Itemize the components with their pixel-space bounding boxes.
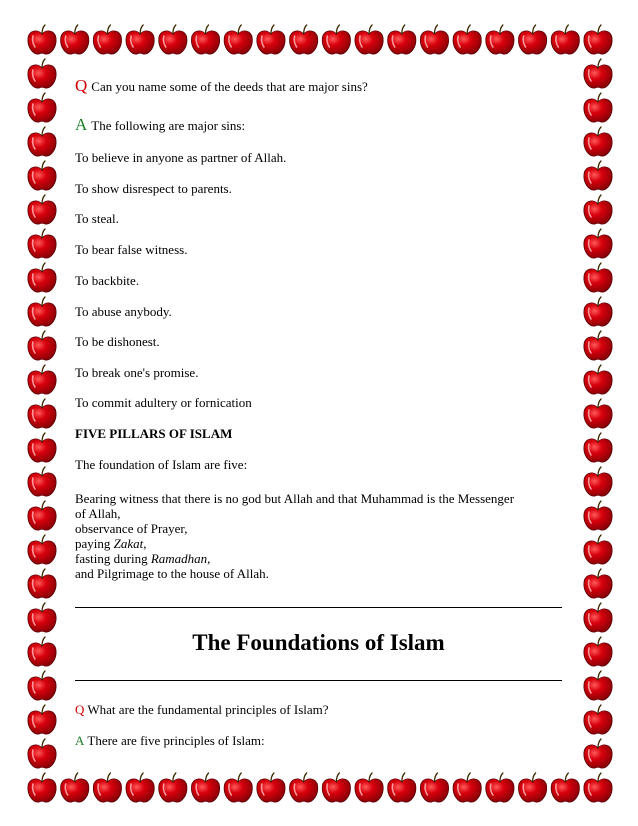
sin-item: To abuse anybody. <box>75 304 172 319</box>
red-apple-icon <box>584 739 612 768</box>
red-apple-icon <box>28 433 56 462</box>
red-apple-icon <box>584 637 612 666</box>
sin-item: To show disrespect to parents. <box>75 181 232 196</box>
red-apple-icon <box>191 25 219 54</box>
red-apple-icon <box>518 25 546 54</box>
pillar-line: and Pilgrimage to the house of Allah. <box>75 566 269 581</box>
red-apple-icon <box>322 25 350 54</box>
pillar-italic-term: Ramadhan <box>150 551 208 566</box>
red-apple-icon <box>28 229 56 258</box>
red-apple-icon <box>290 25 318 54</box>
red-apple-icon <box>159 25 187 54</box>
red-apple-icon <box>28 671 56 700</box>
red-apple-icon <box>191 773 219 802</box>
sin-item: To backbite. <box>75 273 140 288</box>
sin-item: To break one's promise. <box>75 365 199 380</box>
red-apple-icon <box>61 25 89 54</box>
red-apple-icon <box>388 25 416 54</box>
red-apple-icon <box>257 773 285 802</box>
red-apple-icon <box>28 297 56 326</box>
sin-item: To steal. <box>75 211 119 226</box>
red-apple-icon <box>224 773 252 802</box>
sin-item: To be dishonest. <box>75 334 160 349</box>
pillar-line: observance of Prayer, <box>75 521 188 536</box>
answer-marker: A <box>75 733 85 748</box>
red-apple-icon <box>584 671 612 700</box>
red-apple-icon <box>28 25 56 54</box>
pillar-italic-term: Zakat <box>113 536 144 551</box>
red-apple-icon <box>584 127 612 156</box>
red-apple-icon <box>551 25 579 54</box>
red-apple-icon <box>355 25 383 54</box>
red-apple-icon <box>28 365 56 394</box>
red-apple-icon <box>584 195 612 224</box>
red-apple-icon <box>28 603 56 632</box>
red-apple-icon <box>584 399 612 428</box>
red-apple-icon <box>28 263 56 292</box>
red-apple-icon <box>224 25 252 54</box>
pillar-text: , <box>143 536 147 551</box>
red-apple-icon <box>584 59 612 88</box>
red-apple-icon <box>584 501 612 530</box>
answer-marker: A <box>75 115 88 134</box>
red-apple-icon <box>453 773 481 802</box>
sin-item: To commit adultery or fornication <box>75 395 252 410</box>
red-apple-icon <box>28 501 56 530</box>
red-apple-icon <box>584 93 612 122</box>
question-1 <box>75 78 368 95</box>
red-apple-icon <box>584 773 612 802</box>
question-marker: Q <box>75 702 85 717</box>
red-apple-icon <box>584 705 612 734</box>
red-apple-icon <box>584 433 612 462</box>
answer-text: The following are major sins: <box>91 118 246 133</box>
pillars-list <box>75 491 567 581</box>
red-apple-icon <box>584 467 612 496</box>
red-apple-icon <box>28 399 56 428</box>
red-apple-icon <box>584 331 612 360</box>
red-apple-icon <box>28 637 56 666</box>
red-apple-icon <box>322 773 350 802</box>
pillar-line <box>75 536 567 551</box>
red-apple-icon <box>388 773 416 802</box>
pillar-text: paying <box>75 536 114 551</box>
red-apple-icon <box>584 229 612 258</box>
pillar-line <box>75 551 567 566</box>
red-apple-icon <box>584 297 612 326</box>
red-apple-icon <box>584 569 612 598</box>
pillar-text: , <box>207 551 211 566</box>
red-apple-icon <box>584 603 612 632</box>
answer-1 <box>75 117 245 134</box>
answer-2 <box>75 733 265 749</box>
red-apple-icon <box>420 773 448 802</box>
red-apple-icon <box>290 773 318 802</box>
pillar-line: of Allah, <box>75 506 121 521</box>
red-apple-icon <box>28 739 56 768</box>
red-apple-icon <box>355 773 383 802</box>
red-apple-icon <box>584 263 612 292</box>
pillar-line: Bearing witness that there is no god but Allah and that Muhammad is the Messenger <box>75 491 515 506</box>
red-apple-icon <box>584 25 612 54</box>
question-marker: Q <box>75 76 88 95</box>
red-apple-icon <box>453 25 481 54</box>
red-apple-icon <box>126 25 154 54</box>
red-apple-icon <box>28 195 56 224</box>
pillars-heading: FIVE PILLARS OF ISLAM <box>75 426 233 441</box>
red-apple-icon <box>126 773 154 802</box>
red-apple-icon <box>28 467 56 496</box>
pillar-text: fasting during <box>75 551 151 566</box>
sin-item: To believe in anyone as partner of Allah. <box>75 150 287 165</box>
red-apple-icon <box>93 25 121 54</box>
red-apple-icon <box>28 535 56 564</box>
divider-bottom <box>75 680 562 681</box>
question-text: Can you name some of the deeds that are major sins? <box>91 79 368 94</box>
sin-item: To bear false witness. <box>75 242 188 257</box>
question-text: What are the fundamental principles of Islam? <box>87 702 329 717</box>
red-apple-icon <box>420 25 448 54</box>
red-apple-icon <box>28 127 56 156</box>
question-2 <box>75 702 329 718</box>
red-apple-icon <box>28 331 56 360</box>
red-apple-icon <box>486 25 514 54</box>
red-apple-icon <box>257 25 285 54</box>
red-apple-icon <box>61 773 89 802</box>
red-apple-icon <box>28 93 56 122</box>
red-apple-icon <box>551 773 579 802</box>
red-apple-icon <box>159 773 187 802</box>
red-apple-icon <box>584 535 612 564</box>
divider-top <box>75 607 562 608</box>
red-apple-icon <box>28 161 56 190</box>
red-apple-icon <box>486 773 514 802</box>
red-apple-icon <box>28 705 56 734</box>
red-apple-icon <box>28 569 56 598</box>
red-apple-icon <box>518 773 546 802</box>
red-apple-icon <box>93 773 121 802</box>
red-apple-icon <box>584 365 612 394</box>
red-apple-icon <box>28 59 56 88</box>
answer-text: There are five principles of Islam: <box>87 733 265 748</box>
red-apple-icon <box>584 161 612 190</box>
section-title: The Foundations of Islam <box>192 630 445 655</box>
pillars-intro: The foundation of Islam are five: <box>75 457 248 472</box>
red-apple-icon <box>28 773 56 802</box>
